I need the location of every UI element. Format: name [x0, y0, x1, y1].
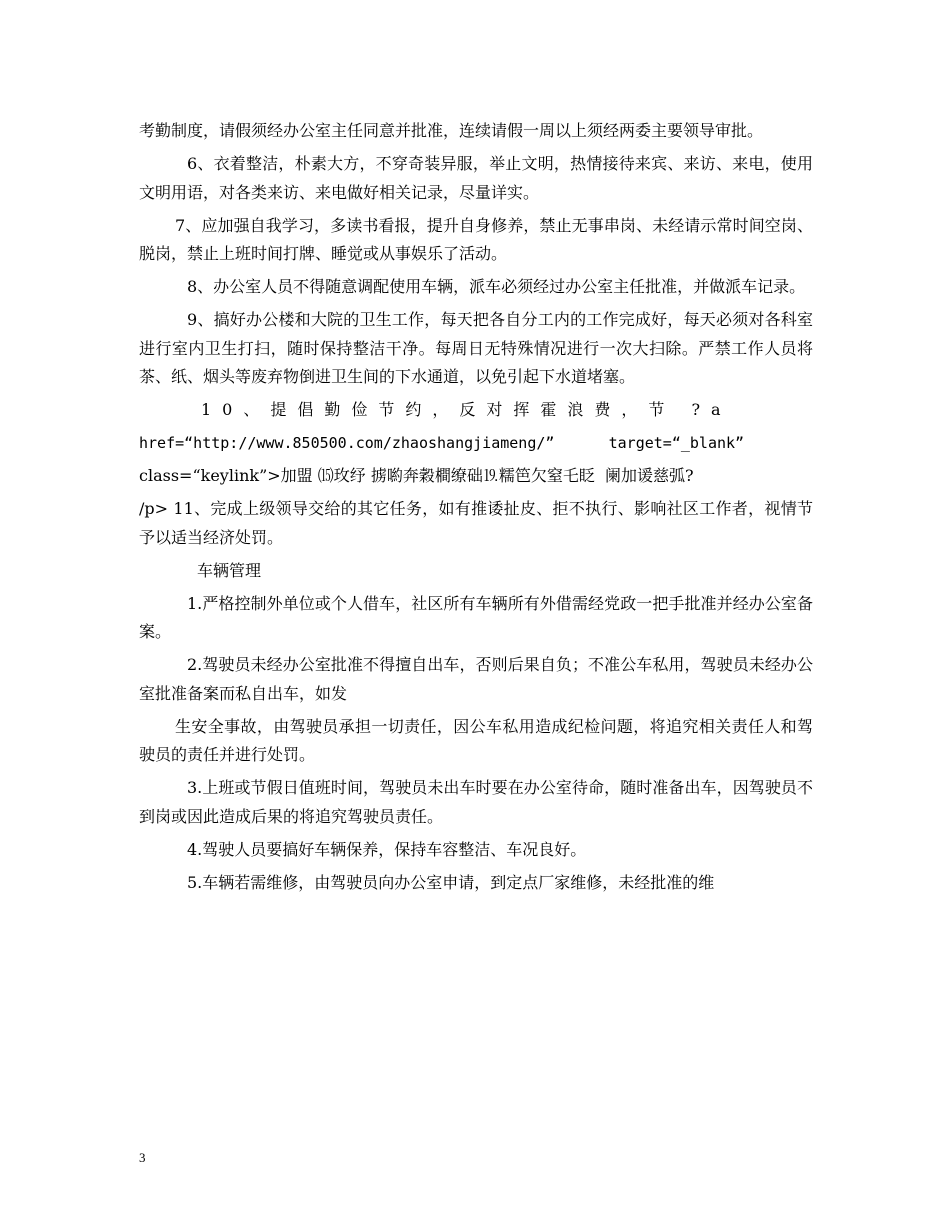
paragraph-vehicle-5: 5.车辆若需维修，由驾驶员向办公室申请，到定点厂家维修，未经批准的维 [187, 872, 715, 892]
paragraph-attendance: 考勤制度，请假须经办公室主任同意并批准，连续请假一周以上须经两委主要领导审批。 [139, 121, 764, 140]
paragraph-item-8: 8、办公室人员不得随意调配使用车辆，派车必须经过办公室主任批准，并做派车记录。 [187, 277, 806, 296]
item-10-line-4: /p> 11、完成上级领导交给的其它任务，如有推诿扯皮、拒不执行、影响社区工作者，视情节予以适当经济处罚。 [139, 499, 813, 547]
paragraph-vehicle-2: 2.驾驶员未经办公室批准不得擅自出车，否则后果自负；不准公车私用，驾驶员未经办公室批准备案而私自出车，如发 [139, 655, 813, 703]
item-10-line-3: class=“keylink”>加盟 ⒂玫纾 掳喲奔穀橺缭础⒚糯笆欠窒乇眨 阑加谖慈弧? [139, 466, 694, 485]
page-number: 3 [139, 1150, 146, 1165]
paragraph-vehicle-3: 3.上班或节假日值班时间，驾驶员未出车时要在办公室待命，随时准备出车，因驾驶员不到岗或因此造成后果的将追究驾驶员责任。 [139, 778, 813, 826]
paragraph-item-10 [139, 396, 813, 552]
paragraph-item-6: 6、衣着整洁，朴素大方，不穿奇装异服，举止文明，热情接待来宾、来访、来电，使用文明用语，对各类来访、来电做好相关记录，尽量详实。 [139, 154, 813, 202]
document-body [139, 117, 813, 902]
section-heading-vehicle: 车辆管理 [197, 560, 262, 580]
paragraph-item-7: 7、应加强自我学习，多读书看报，提升自身修养，禁止无事串岗、未经请示常时间空岗、脱岗，禁止上班时间打牌、睡觉或从事娱乐了活动。 [139, 215, 813, 263]
paragraph-vehicle-1: 1.严格控制外单位或个人借车，社区所有车辆所有外借需经党政一把手批准并经办公室备案。 [139, 593, 813, 641]
item-10-line-2: href=“http://www.850500.com/zhaoshangjiameng/” target=“_blank” [139, 434, 745, 452]
paragraph-vehicle-2-cont: 生安全事故，由驾驶员承担一切责任，因公车私用造成纪检问题，将追究相关责任人和驾驶员的责任并进行处罚。 [139, 716, 813, 764]
paragraph-vehicle-4: 4.驾驶人员要搞好车辆保养，保持车容整洁、车况良好。 [187, 839, 587, 859]
paragraph-item-9: 9、搞好办公楼和大院的卫生工作，每天把各自分工内的工作完成好，每天必须对各科室进行室内卫生打扫，随时保持整洁干净。每周日无特殊情况进行一次大扫除。严禁工作人员将茶、纸、烟头等废弃物倒进卫生间的下水通道，以免引起下水道堵塞。 [139, 310, 813, 386]
item-10-line-1: 10、提倡勤俭节约，反对挥霍浪费，节 ?a [201, 400, 732, 419]
